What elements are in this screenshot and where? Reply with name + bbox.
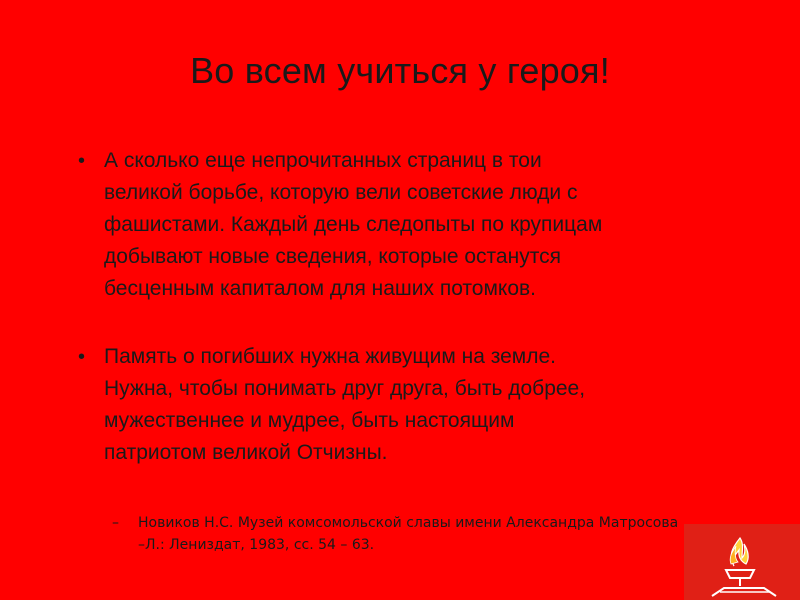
bullet-line: фашистами. Каждый день следопыты по крупицам: [104, 213, 603, 236]
bullet-line: Память о погибших нужна живущим на земле.: [104, 345, 557, 368]
eternal-flame-emblem: [684, 524, 800, 600]
bullet-line: добывают новые сведения, которые останутся: [104, 245, 561, 268]
source-dash: –: [112, 515, 119, 531]
bullet-line: мужественнее и мудрее, быть настоящим: [104, 409, 515, 432]
bullet-dot-icon: •: [78, 150, 86, 172]
source-reference: [112, 512, 762, 556]
eternal-flame-icon: [684, 524, 800, 600]
bullet-line: бесценным капиталом для наших потомков.: [104, 277, 537, 300]
bullet-list: [78, 145, 728, 505]
bullet-dot-icon: •: [78, 346, 86, 368]
bullet-line: патриотом великой Отчизны.: [104, 441, 388, 464]
bullet-line: Нужна, чтобы понимать друг друга, быть добрее,: [104, 377, 586, 400]
bullet-item: [78, 341, 728, 469]
source-line-1: Новиков Н.С. Музей комсомольской славы имени Александра Матросова: [138, 515, 679, 531]
bullet-line: А сколько еще непрочитанных страниц в тои: [104, 149, 542, 172]
source-line-2: –Л.: Лениздат, 1983, сс. 54 – 63.: [138, 537, 375, 553]
slide-title: Во всем учиться у героя!: [190, 50, 610, 91]
bullet-item: [78, 145, 728, 305]
bullet-line: великой борьбе, которую вели советские люди с: [104, 181, 578, 204]
